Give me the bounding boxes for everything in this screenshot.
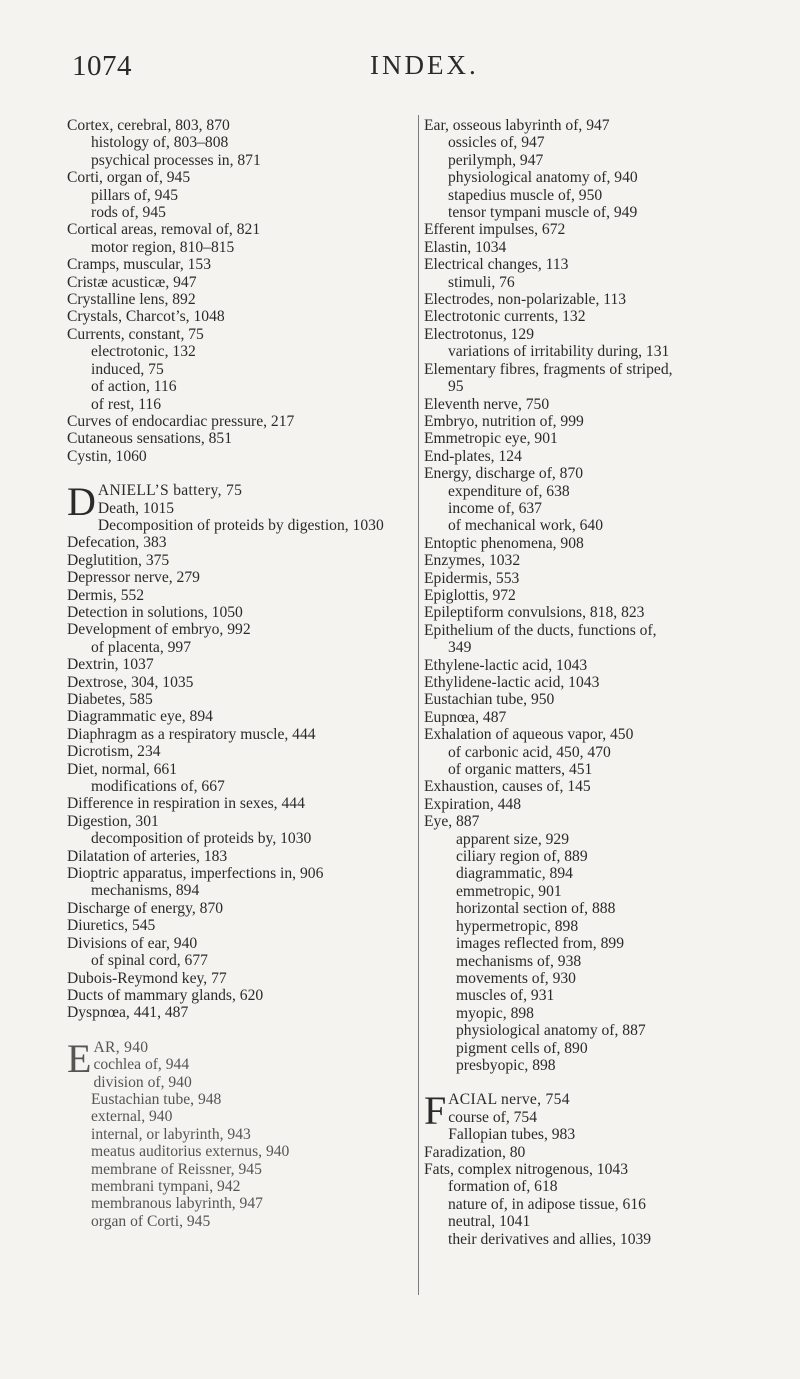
index-entry: Defecation, 383 bbox=[67, 534, 167, 552]
index-entry: Digestion, 301 bbox=[67, 812, 159, 830]
index-entry: stimuli, 76 bbox=[448, 273, 515, 291]
index-entry: Depressor nerve, 279 bbox=[67, 569, 200, 587]
index-entry: physiological anatomy of, 940 bbox=[448, 169, 638, 187]
index-entry: Eustachian tube, 948 bbox=[91, 1090, 222, 1108]
index-entry: of placenta, 997 bbox=[91, 638, 192, 656]
page-number: 1074 bbox=[72, 50, 132, 82]
index-entry: of organic matters, 451 bbox=[448, 761, 593, 779]
index-entry: formation of, 618 bbox=[448, 1178, 558, 1196]
index-entry: hypermetropic, 898 bbox=[456, 917, 579, 935]
index-entry: Eye, 887 bbox=[424, 813, 480, 831]
index-entry: Diabetes, 585 bbox=[67, 691, 153, 708]
index-entry: Fats, complex nitrogenous, 1043 bbox=[424, 1160, 628, 1178]
index-group-d bbox=[67, 479, 412, 1022]
index-entry: histology of, 803–808 bbox=[91, 134, 229, 152]
drop-cap-e: E bbox=[67, 1035, 92, 1081]
index-entry: Curves of endocardiac pressure, 217 bbox=[67, 412, 295, 430]
index-entry: Dextrose, 304, 1035 bbox=[67, 673, 194, 691]
index-entry: pigment cells of, 890 bbox=[456, 1039, 588, 1057]
index-entry: emmetropic, 901 bbox=[456, 882, 562, 900]
index-entry: external, 940 bbox=[91, 1108, 173, 1126]
index-entry: Dyspnœa, 441, 487 bbox=[67, 1004, 189, 1022]
index-entry: Eustachian tube, 950 bbox=[424, 691, 555, 709]
index-entry: nature of, in adipose tissue, 616 bbox=[448, 1195, 646, 1213]
index-entry: movements of, 930 bbox=[456, 969, 576, 987]
index-group-e bbox=[67, 1035, 412, 1230]
left-column bbox=[67, 117, 412, 1230]
index-entry: Epiglottis, 972 bbox=[424, 586, 516, 604]
index-entry: Ethylene-lactic acid, 1043 bbox=[424, 656, 588, 674]
index-entry: Death, 1015 bbox=[97, 499, 175, 517]
index-entry: Corti, organ of, 945 bbox=[67, 169, 191, 187]
index-entry: stapedius muscle of, 950 bbox=[448, 186, 603, 204]
index-entry: Dextrin, 1037 bbox=[67, 656, 154, 674]
index-entry: psychical processes in, 871 bbox=[91, 151, 261, 169]
index-entry: organ of Corti, 945 bbox=[91, 1212, 211, 1230]
index-entry: Dubois-Reymond key, 77 bbox=[67, 969, 227, 987]
index-entry: of spinal cord, 677 bbox=[91, 952, 208, 970]
index-entry: Electrotonic currents, 132 bbox=[424, 308, 586, 326]
index-entry: mechanisms of, 938 bbox=[456, 952, 582, 970]
index-entry: neutral, 1041 bbox=[448, 1213, 531, 1231]
index-entry: Diagrammatic eye, 894 bbox=[67, 708, 213, 726]
index-entry: presbyopic, 898 bbox=[456, 1056, 556, 1074]
index-entry: Dioptric apparatus, imperfections in, 906 bbox=[67, 865, 324, 883]
index-entry: electrotonic, 132 bbox=[91, 343, 196, 361]
index-entry: Epithelium of the ducts, functions of, bbox=[424, 621, 657, 639]
index-entry: Entoptic phenomena, 908 bbox=[424, 534, 584, 552]
index-entry: 95 bbox=[448, 378, 464, 396]
index-entry: Cristæ acusticæ, 947 bbox=[67, 273, 197, 291]
index-entry: Eleventh nerve, 750 bbox=[424, 395, 550, 413]
index-entry: of action, 116 bbox=[91, 378, 177, 396]
index-entry: course of, 754 bbox=[448, 1108, 538, 1126]
index-entry: Decomposition of proteids by digestion, 1030 bbox=[97, 516, 384, 534]
index-entry: decomposition of proteids by, 1030 bbox=[91, 830, 312, 848]
index-entry: ossicles of, 947 bbox=[448, 134, 545, 152]
index-entry: membrani tympani, 942 bbox=[91, 1177, 241, 1195]
index-entry: of carbonic acid, 450, 470 bbox=[448, 743, 611, 761]
index-entry: membrane of Reissner, 945 bbox=[91, 1160, 262, 1178]
index-entry: tensor tympani muscle of, 949 bbox=[448, 204, 638, 222]
index-entry: Elementary fibres, fragments of striped, bbox=[424, 360, 673, 378]
index-entry: internal, or labyrinth, 943 bbox=[91, 1125, 251, 1143]
index-group-c bbox=[67, 117, 412, 465]
index-entry: modifications of, 667 bbox=[91, 778, 225, 796]
index-entry: Eupnœa, 487 bbox=[424, 708, 507, 726]
index-entry: Epileptiform convulsions, 818, 823 bbox=[424, 604, 645, 622]
index-entry: Detection in solutions, 1050 bbox=[67, 603, 243, 621]
index-entry: meatus auditorius externus, 940 bbox=[91, 1143, 290, 1161]
index-entry: Discharge of energy, 870 bbox=[67, 899, 224, 917]
index-entry: ACIAL nerve, 754 bbox=[448, 1091, 570, 1109]
index-entry: mechanisms, 894 bbox=[91, 882, 200, 900]
right-column bbox=[424, 117, 772, 1248]
index-entry: AR, 940 bbox=[93, 1038, 149, 1056]
index-entry: Electrical changes, 113 bbox=[424, 256, 569, 274]
index-entry: Exhaustion, causes of, 145 bbox=[424, 778, 591, 796]
index-entry: diagrammatic, 894 bbox=[456, 865, 573, 883]
index-entry: Crystals, Charcot’s, 1048 bbox=[67, 308, 225, 326]
index-entry: motor region, 810–815 bbox=[91, 238, 235, 256]
index-entry: Cramps, muscular, 153 bbox=[67, 256, 212, 274]
index-entry: 349 bbox=[448, 639, 472, 657]
index-entry: Dicrotism, 234 bbox=[67, 743, 161, 761]
column-divider bbox=[418, 115, 419, 1295]
index-entry: perilymph, 947 bbox=[448, 151, 544, 169]
drop-cap-f: F bbox=[424, 1088, 447, 1134]
index-entry: muscles of, 931 bbox=[456, 987, 555, 1005]
index-entry: Exhalation of aqueous vapor, 450 bbox=[424, 726, 634, 744]
index-entry: expenditure of, 638 bbox=[448, 482, 570, 500]
index-entry: Energy, discharge of, 870 bbox=[424, 465, 584, 483]
index-entry: Ear, osseous labyrinth of, 947 bbox=[424, 117, 610, 134]
index-entry: Development of embryo, 992 bbox=[67, 621, 251, 639]
index-entry: rods of, 945 bbox=[91, 204, 166, 222]
index-entry: of mechanical work, 640 bbox=[448, 517, 604, 535]
index-entry: Currents, constant, 75 bbox=[67, 325, 204, 343]
index-entry: income of, 637 bbox=[448, 499, 542, 517]
index-entry: Electrotonus, 129 bbox=[424, 325, 535, 343]
index-entry: their derivatives and allies, 1039 bbox=[448, 1230, 652, 1248]
index-entry: Ethylidene-lactic acid, 1043 bbox=[424, 674, 600, 691]
index-entry: Dilatation of arteries, 183 bbox=[67, 847, 228, 865]
index-entry: Fallopian tubes, 983 bbox=[448, 1126, 576, 1144]
index-entry: Electrodes, non-polarizable, 113 bbox=[424, 291, 627, 309]
index-entry: Epidermis, 553 bbox=[424, 569, 520, 587]
index-entry: Cortical areas, removal of, 821 bbox=[67, 221, 261, 239]
index-entry: Efferent impulses, 672 bbox=[424, 221, 566, 239]
index-entry: apparent size, 929 bbox=[456, 830, 570, 848]
index-entry: Embryo, nutrition of, 999 bbox=[424, 412, 584, 430]
index-group-e-continued bbox=[424, 117, 772, 1074]
index-entry: Cutaneous sensations, 851 bbox=[67, 430, 233, 448]
index-entry: ciliary region of, 889 bbox=[456, 848, 588, 866]
index-entry: Enzymes, 1032 bbox=[424, 552, 521, 570]
drop-cap-d: D bbox=[67, 479, 96, 525]
index-entry: Cortex, cerebral, 803, 870 bbox=[67, 117, 230, 134]
index-entry: division of, 940 bbox=[93, 1073, 192, 1091]
index-entry: Emmetropic eye, 901 bbox=[424, 430, 558, 448]
index-entry: Diaphragm as a respiratory muscle, 444 bbox=[67, 725, 316, 743]
index-entry: Ducts of mammary glands, 620 bbox=[67, 986, 264, 1004]
index-entry: Difference in respiration in sexes, 444 bbox=[67, 795, 305, 813]
index-entry: ANIELL’S battery, 75 bbox=[97, 482, 243, 500]
index-entry: cochlea of, 944 bbox=[93, 1056, 190, 1074]
index-entry: Crystalline lens, 892 bbox=[67, 291, 196, 309]
running-head: INDEX. bbox=[370, 50, 479, 80]
index-entry: End-plates, 124 bbox=[424, 447, 522, 465]
index-entry: Expiration, 448 bbox=[424, 795, 522, 813]
index-entry: Faradization, 80 bbox=[424, 1143, 526, 1161]
index-entry: Deglutition, 375 bbox=[67, 551, 170, 569]
index-entry: images reflected from, 899 bbox=[456, 935, 624, 953]
index-entry: of rest, 116 bbox=[91, 395, 162, 413]
index-entry: membranous labyrinth, 947 bbox=[91, 1195, 263, 1213]
index-group-f bbox=[424, 1088, 772, 1248]
index-entry: Elastin, 1034 bbox=[424, 238, 507, 256]
index-entry: Diuretics, 545 bbox=[67, 917, 156, 935]
index-entry: Diet, normal, 661 bbox=[67, 760, 178, 778]
index-entry: variations of irritability during, 131 bbox=[448, 343, 670, 361]
index-entry: myopic, 898 bbox=[456, 1004, 534, 1022]
index-entry: Cystin, 1060 bbox=[67, 447, 147, 465]
page-header bbox=[0, 50, 800, 90]
index-entry: induced, 75 bbox=[91, 360, 164, 378]
index-entry: Dermis, 552 bbox=[67, 586, 145, 604]
index-entry: physiological anatomy of, 887 bbox=[456, 1022, 646, 1040]
index-entry: Divisions of ear, 940 bbox=[67, 934, 198, 952]
index-entry: pillars of, 945 bbox=[91, 186, 179, 204]
index-entry: horizontal section of, 888 bbox=[456, 900, 616, 918]
